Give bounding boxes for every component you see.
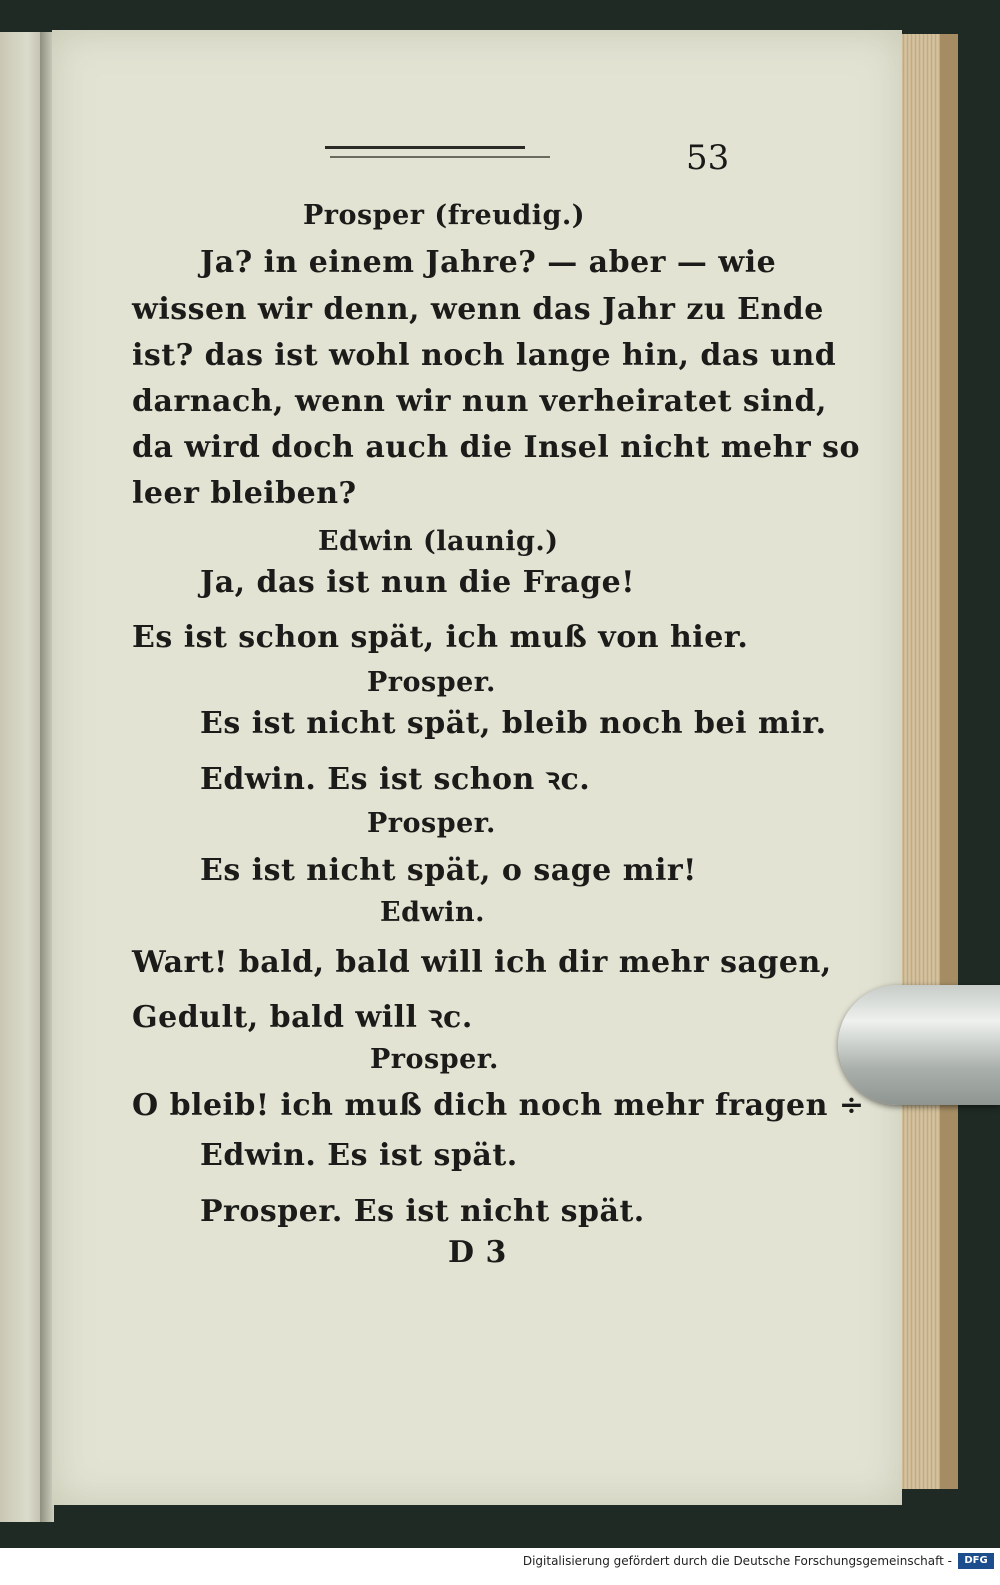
header-rule-top — [325, 146, 525, 149]
text-line: Wart! bald, bald will ich dir mehr sagen, — [132, 945, 832, 980]
text-line: Ja, das ist nun die Frage! — [200, 565, 635, 600]
text-line: Es ist schon spät, ich muß von hier. — [132, 620, 749, 655]
line-speaker: Edwin (launig.) — [318, 526, 559, 557]
header-rule-bottom — [330, 156, 550, 158]
signature-mark: D 3 — [448, 1235, 507, 1270]
text-line: Edwin. Es ist schon ꝛc. — [200, 762, 591, 797]
text-line: da wird doch auch die Insel nicht mehr so — [132, 430, 861, 465]
text-line: Es ist nicht spät, bleib noch bei mir. — [200, 706, 827, 741]
page-clip — [838, 985, 1000, 1105]
footer-credit: Digitalisierung gefördert durch die Deutsche Forschungsgemeinschaft - — [522, 1554, 952, 1568]
text-line: Prosper. Es ist nicht spät. — [200, 1194, 645, 1229]
text-line: ist? das ist wohl noch lange hin, das und — [132, 338, 837, 373]
page-number: 53 — [686, 138, 730, 178]
line-speaker: Prosper. — [367, 808, 496, 839]
cover-edge — [940, 34, 958, 1489]
text-line: O bleib! ich muß dich noch mehr fragen ÷ — [132, 1088, 865, 1123]
text-line: darnach, wenn wir nun verheiratet sind, — [132, 384, 827, 419]
line-speaker: Edwin. — [380, 897, 485, 928]
line-speaker: Prosper. — [367, 667, 496, 698]
text-line: Edwin. Es ist spät. — [200, 1138, 518, 1173]
text-line: Gedult, bald will ꝛc. — [132, 1000, 473, 1035]
text-line: Ja? in einem Jahre? — aber — wie — [200, 245, 777, 280]
line-speaker: Prosper. — [370, 1044, 499, 1075]
line-speaker: Prosper (freudig.) — [303, 200, 586, 231]
text-line: leer bleiben? — [132, 476, 357, 511]
text-line: Es ist nicht spät, o sage mir! — [200, 853, 697, 888]
text-line: wissen wir denn, wenn das Jahr zu Ende — [132, 292, 824, 327]
dfg-logo: DFG — [958, 1553, 994, 1569]
